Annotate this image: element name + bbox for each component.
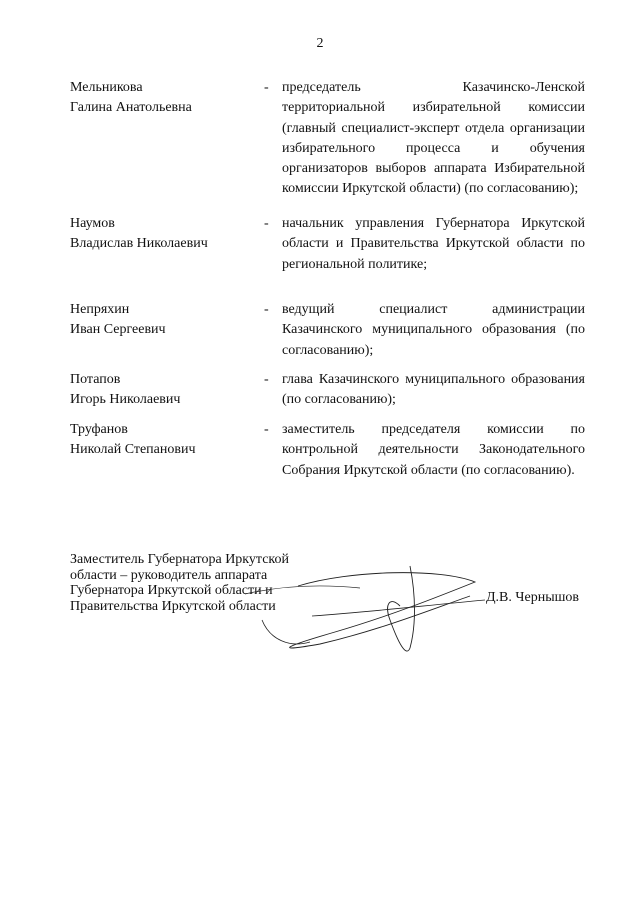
member-role: заместитель председателя комиссии по контрольной деятельности Законодательного Собрания Иркутской области (по согласованию). [282, 422, 585, 478]
dash: - [264, 372, 269, 387]
member-role: ведущий специалист администрации Казачинского муниципального образования (по согласованию); [282, 302, 585, 358]
member-role: начальник управления Губернатора Иркутской области и Правительства Иркутской области по региональной политике; [282, 216, 585, 272]
member-surname: Потапов [70, 372, 121, 387]
member-given-names: Владислав Николаевич [70, 236, 208, 251]
dash: - [264, 302, 269, 317]
member-surname: Непряхин [70, 302, 130, 317]
member-role: председатель Казачинско-Ленской территориальной избирательной комиссии (главный специалист-эксперт отдела организации избирательного процесса и обучения организаторов выборов аппарата Избирательной комиссии Иркутской области) (по согласованию); [282, 80, 585, 197]
member-surname: Мельникова [70, 80, 143, 95]
dash: - [264, 216, 269, 231]
member-name [70, 78, 250, 118]
member-given-names: Игорь Николаевич [70, 392, 181, 407]
member-role: глава Казачинского муниципального образования (по согласованию); [282, 372, 585, 408]
page-number: 2 [316, 36, 324, 51]
member-name [70, 214, 250, 254]
signatory-line: Губернатора Иркутской области и [70, 583, 273, 598]
member-given-names: Галина Анатольевна [70, 100, 192, 115]
member-surname: Труфанов [70, 422, 128, 437]
signatory-line: Заместитель Губернатора Иркутской [70, 552, 289, 567]
member-given-names: Иван Сергеевич [70, 322, 166, 337]
member-surname: Наумов [70, 216, 115, 231]
member-name [70, 420, 250, 460]
signer-name: Д.В. Чернышов [486, 590, 579, 605]
member-name [70, 300, 250, 340]
signatory-line: Правительства Иркутской области [70, 598, 276, 614]
handwritten-signature [240, 556, 490, 666]
dash: - [264, 422, 269, 437]
dash: - [264, 80, 269, 95]
signatory-line: области – руководитель аппарата [70, 567, 268, 583]
member-name [70, 370, 250, 410]
member-given-names: Николай Степанович [70, 442, 196, 457]
